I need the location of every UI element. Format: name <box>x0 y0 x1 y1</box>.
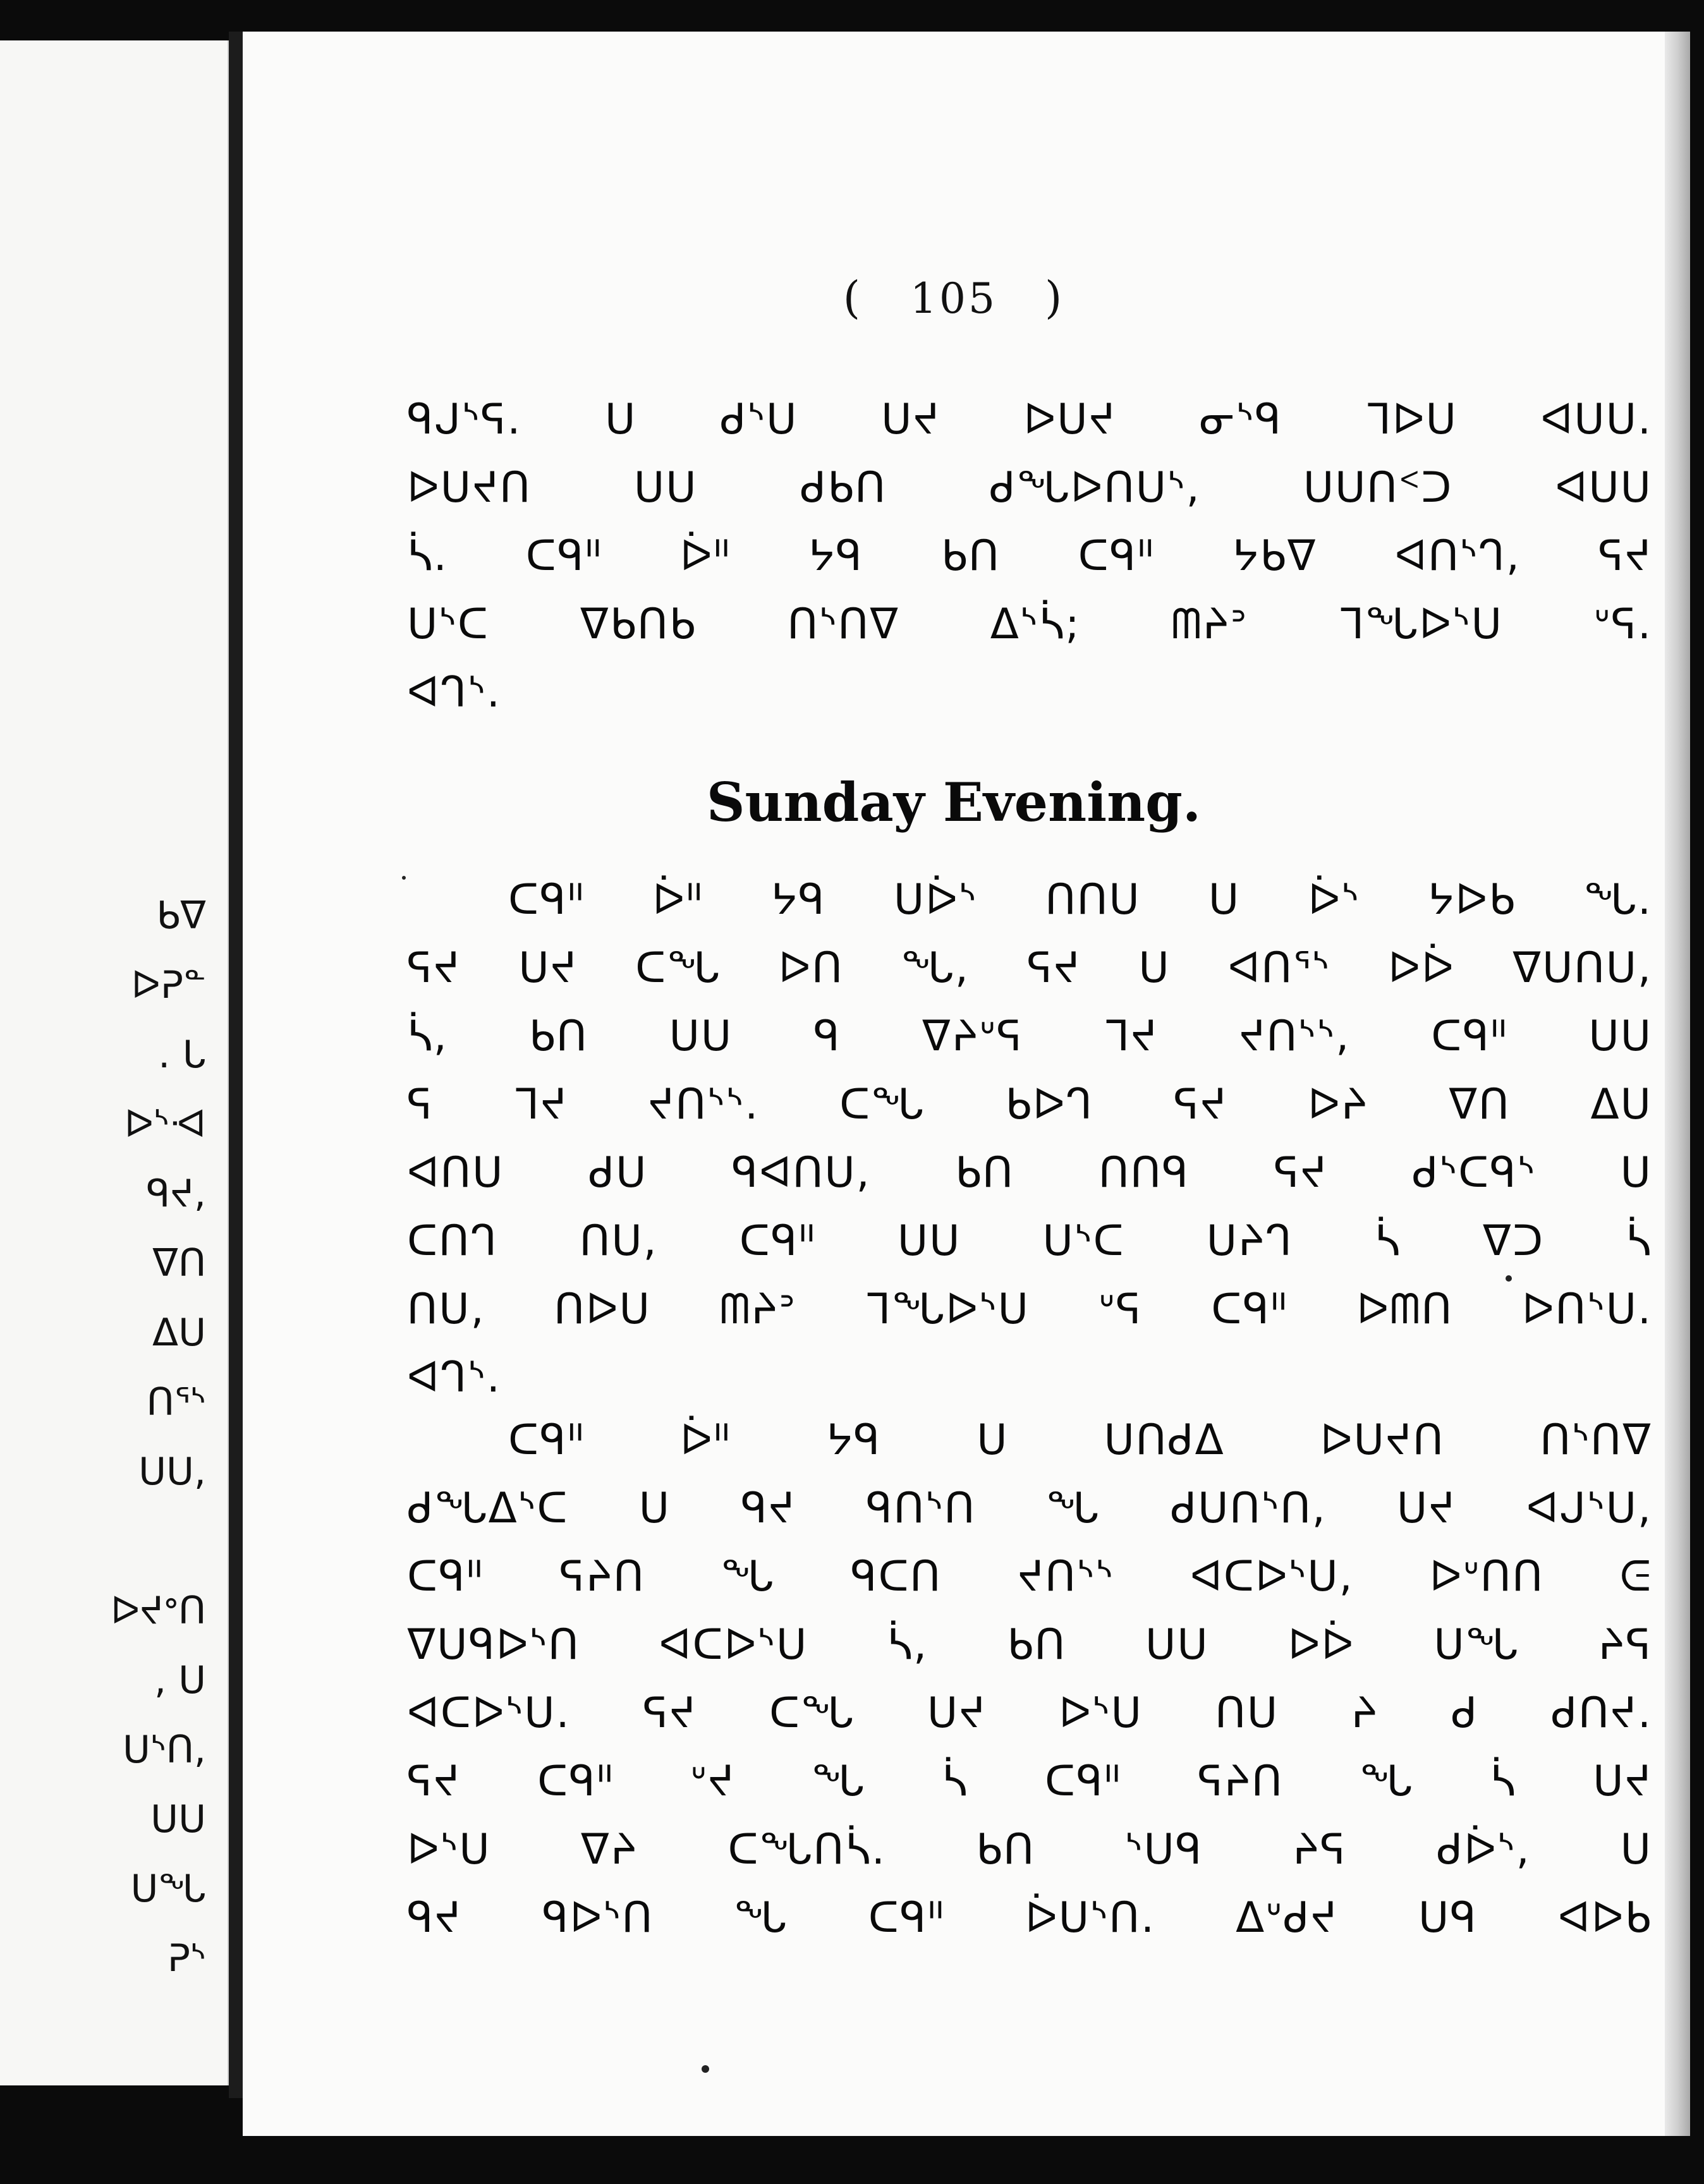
book-page <box>243 32 1665 2136</box>
facing-page-line: ᑌᔅᑎ, <box>122 1728 206 1772</box>
text-line: ᐊᒉᔅ. <box>407 1353 501 1402</box>
facing-page-line: ᑌᑌ <box>150 1797 206 1841</box>
facing-page <box>0 40 231 2085</box>
page-number-close-paren: ) <box>1044 272 1065 324</box>
facing-page-line: ᐃᑌ <box>152 1311 206 1355</box>
facing-page-line <box>16 1507 206 1576</box>
facing-page-line: ᐅᕈᓐ <box>131 963 206 1007</box>
facing-page-line: ᑌᑌ, <box>138 1450 206 1494</box>
facing-page-line: ᐅᔅᐗ <box>124 1102 206 1146</box>
text-line: ᓵ, ᑲᑎ ᑌᑌ ᑫ ᐁᔨᐡᕋ ᒣᔪ ᔪᑎᔅᔅ, ᑕᑫᐦ ᑌᑌ <box>407 1012 1652 1060</box>
ink-speck <box>1506 1275 1512 1282</box>
text-line: ᐊᒉᔅ. <box>407 668 501 717</box>
paragraph-3 <box>407 1406 1652 1952</box>
page-edge <box>1665 32 1690 2136</box>
facing-page-line: ᕈᔅ <box>167 1936 206 1981</box>
facing-page-line: ᐁᑎ <box>152 1241 206 1285</box>
text-line: ᐅᔅᑌ ᐁᔨ ᑕᖓᑎᓵ. ᑲᑎ ᔅᑌᑫ ᔨᕋ ᑯᐆᔅ, ᑌ <box>407 1825 1652 1874</box>
page-number-value: 105 <box>910 274 997 323</box>
facing-page-line: , ᑌ <box>154 1658 206 1702</box>
text-line: ᐁᑌᑫᐅᔅᑎ ᐊᑕᐅᔅᑌ ᓵ, ᑲᑎ ᑌᑌ ᐅᐆ ᑌᖓ ᔨᕋ <box>407 1620 1652 1669</box>
text-line: ᕋᔪ ᑌᔪ ᑕᖓ ᐅᑎ ᖓ, ᕋᔪ ᑌ ᐊᑎᕐᔅ ᐅᐆ ᐁᑌᑎᑌ, <box>407 943 1652 992</box>
paragraph-1 <box>407 385 1652 727</box>
text-line: ᑕᑫᐦ ᕋᔨᑎ ᖓ ᑫᑕᑎ ᔪᑎᔅᔅ ᐊᑕᐅᔅᑌ, ᐅᐡᑎᑎ ᕮ <box>407 1552 1652 1601</box>
facing-page-line: ᑫᔪ, <box>146 1172 206 1216</box>
text-line: ᑎᑌ, ᑎᐅᑌ ᗰᔨᐣ ᒣᖓᐅᔅᑌ ᐡᕋ ᑕᑫᐦ ᐅᗰᑎ ᐅᑎᔅᑌ. <box>407 1285 1652 1333</box>
text-line: ᑫᔪ ᑫᐅᔅᑎ ᖓ ᑕᑫᐦ ᐆᑌᔅᑎ. ᐃᐡᑯᔪ ᑌᑫ ᐊᐅᑲ <box>407 1893 1652 1942</box>
facing-page-line: ᑌᖓ <box>130 1867 206 1911</box>
text-line: ᓵ. ᑕᑫᐦ ᐆᐦ ᔭᑫ ᑲᑎ ᑕᑫᐦ ᔭᑲᐁ ᐊᑎᔅᒉ, ᕋᔪ <box>407 531 1652 580</box>
text-line: ᕋ ᒣᔪ ᔪᑎᔅᔅ. ᑕᖓ ᑲᐅᒉ ᕋᔪ ᐅᔨ ᐁᑎ ᐃᑌ <box>407 1080 1652 1129</box>
ink-speck <box>402 876 406 880</box>
section-heading: Sunday Evening. <box>706 771 1202 834</box>
paragraph-2 <box>407 866 1652 1412</box>
facing-page-line: ᐅᔪᐤᑎ <box>110 1589 206 1633</box>
text-line: ᕋᔪ ᑕᑫᐦ ᐡᔪ ᖓ ᓵ ᑕᑫᐦ ᕋᔨᑎ ᖓ ᓵ ᑌᔪ <box>407 1757 1652 1805</box>
ink-speck <box>702 2065 709 2073</box>
text-line: ᑕᑫᐦ ᐆᐦ ᔭᑫ ᑌ ᑌᑎᑯᐃ ᐅᑌᔪᑎ ᑎᔅᑎᐁ <box>508 1416 1652 1464</box>
text-line: ᐊᑕᐅᔅᑌ. ᕋᔪ ᑕᖓ ᑌᔪ ᐅᔅᑌ ᑎᑌ ᔨ ᑯ ᑯᑎᔪ. <box>407 1689 1652 1737</box>
facing-page-text <box>16 881 206 1993</box>
facing-page-line: ᑎᕐᔅ <box>146 1380 206 1424</box>
text-line: ᑫᒍᔅᕋ. ᑌ ᑯᔅᑌ ᑌᔪ ᐅᑌᔪ ᓂᔅᑫ ᒣᐅᑌ ᐊᑌᑌ. <box>407 395 1652 444</box>
facing-page-line: ᑲᐁ <box>156 894 206 938</box>
text-line: ᑕᑫᐦ ᐆᐦ ᔭᑫ ᑌᐆᔅ ᑎᑎᑌ ᑌ ᐆᔅ ᔭᐅᑲ ᖓ. <box>508 875 1652 924</box>
text-line: ᐅᑌᔪᑎ ᑌᑌ ᑯᑲᑎ ᑯᖓᐅᑎᑌᔅ, ᑌᑌᑎᑉᑐ ᐊᑌᑌ <box>407 463 1652 512</box>
page-number-open-paren: ( <box>843 272 863 324</box>
text-line: ᑯᖓᐃᔅᑕ ᑌ ᑫᔪ ᑫᑎᔅᑎ ᖓ ᑯᑌᑎᔅᑎ, ᑌᔪ ᐊᒍᔅᑌ, <box>407 1484 1652 1532</box>
text-line: ᐊᑎᑌ ᑯᑌ ᑫᐊᑎᑌ, ᑲᑎ ᑎᑎᑫ ᕋᔪ ᑯᔅᑕᑫᔅ ᑌ <box>407 1148 1652 1197</box>
text-line: ᑕᑎᒉ ᑎᑌ, ᑕᑫᐦ ᑌᑌ ᑌᔅᑕ ᑌᔨᒉ ᓵ ᐁᑐ ᓵ <box>407 1216 1652 1265</box>
text-line: ᑌᔅᑕ ᐁᑲᑎᑲ ᑎᔅᑎᐁ ᐃᔅᓵ; ᗰᔨᐣ ᒣᖓᐅᔅᑌ ᐡᕋ. <box>407 600 1652 648</box>
book-gutter <box>229 32 243 2098</box>
page-number <box>243 272 1665 324</box>
facing-page-line: . ᒐ <box>158 1033 206 1077</box>
